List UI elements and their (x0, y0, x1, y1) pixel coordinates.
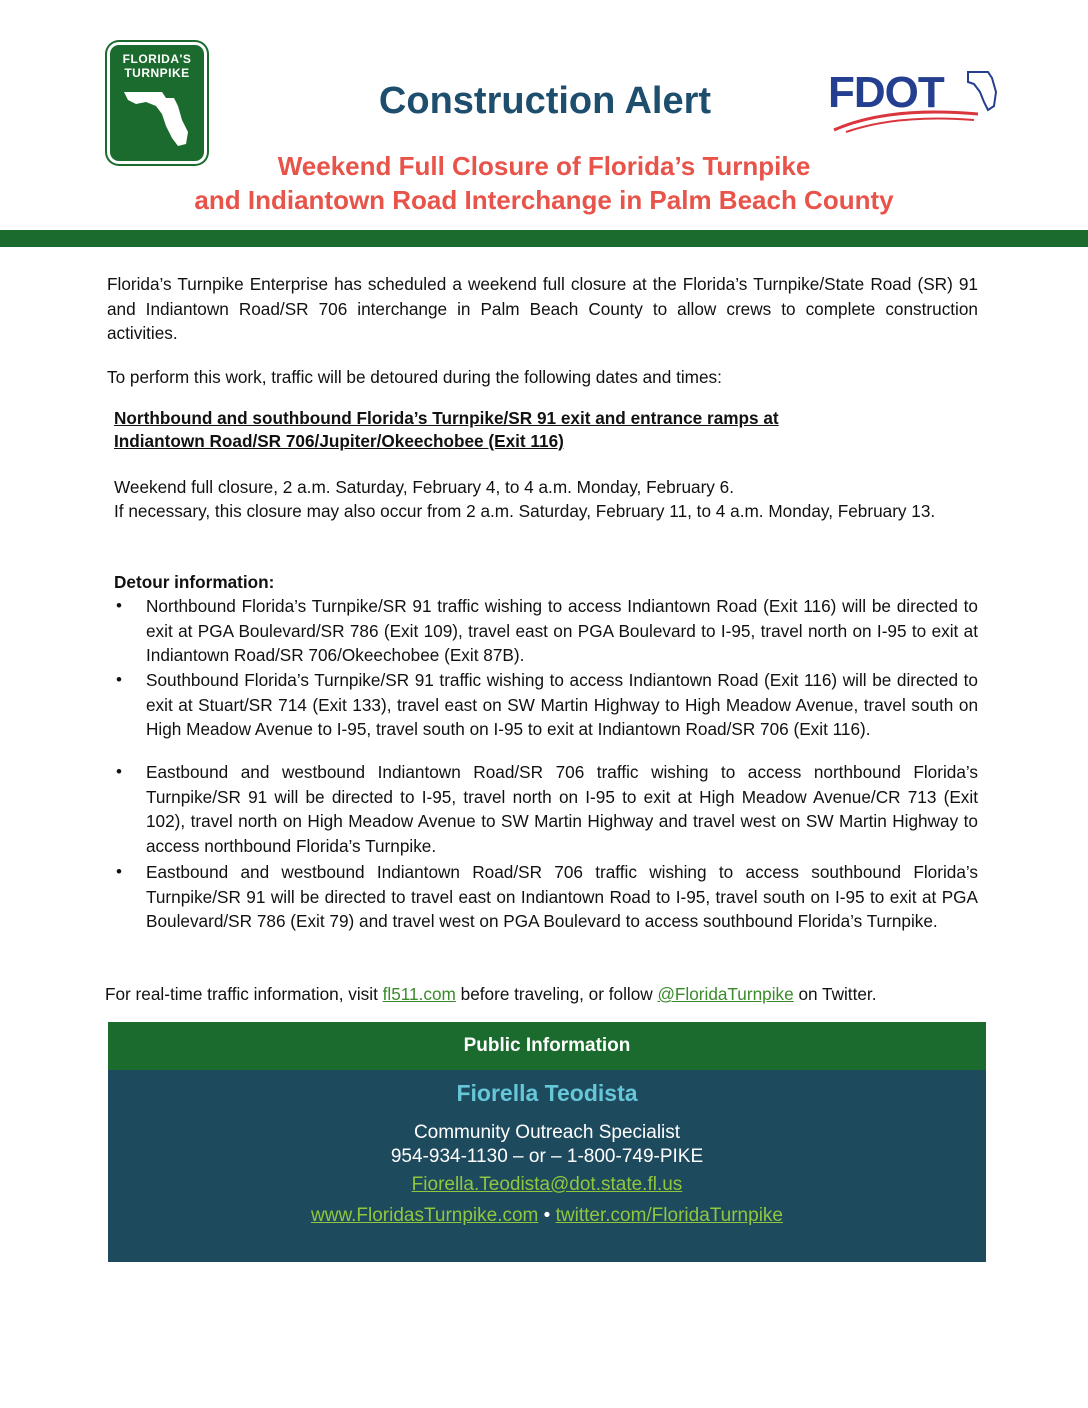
fdot-logo (828, 58, 1000, 136)
link-separator: • (543, 1205, 551, 1226)
bullet-marker: • (116, 762, 122, 781)
footer-text-pre: For real-time traffic information, visit (105, 984, 383, 1004)
contact-name: Fiorella Teodista (456, 1080, 638, 1106)
bullet-marker: • (116, 596, 122, 615)
fl511-link[interactable]: fl511.com (382, 984, 456, 1004)
detour-lead: To perform this work, traffic will be detoured during the following dates and times: (107, 367, 722, 387)
contact-email-row (108, 1174, 986, 1196)
header-divider (0, 230, 1088, 247)
detour-bullet-4: Eastbound and westbound Indiantown Road/SR 706 traffic wishing to access southbound Florida’s Turnpike/SR 91 will be directed to travel east on Indiantown Road to I-95, travel south on I-95 to exit at PGA Boulevard/SR 786 (Exit 79) and travel west on PGA Boulevard to access southbound Florida’s Turnpike. (146, 862, 978, 931)
florida-map-icon (122, 86, 192, 150)
footer-text-mid: before traveling, or follow (455, 984, 658, 1004)
twitter-handle-link[interactable]: @FloridaTurnpike (657, 984, 794, 1004)
closure-line: Weekend full closure, 2 a.m. Saturday, February 4, to 4 a.m. Monday, February 6. (114, 477, 734, 497)
detour-bullet-1: Northbound Florida’s Turnpike/SR 91 traffic wishing to access Indiantown Road (Exit 116) will be directed to exit at PGA Boulevard/SR 786 (Exit 109), travel east on PGA Boulevard to I-95, travel north on I-95 to exit at Indiantown Road/SR 706/Okeechobee (Exit 87B). (146, 596, 978, 665)
section-heading-line-2: Indiantown Road/SR 706/Jupiter/Okeechobee (Exit 116) (114, 431, 564, 451)
intro-paragraph: Florida’s Turnpike Enterprise has scheduled a weekend full closure at the Florida’s Turnpike/State Road (SR) 91 and Indiantown Road/SR 706 interchange in Palm Beach County to allow crews to complete construction activities. (107, 274, 978, 343)
detour-bullet-3: Eastbound and westbound Indiantown Road/SR 706 traffic wishing to access northbound Florida’s Turnpike/SR 91 will be directed to I-95, travel north on I-95 to exit at High Meadow Avenue/CR 713 (Exit 102), travel north on High Meadow Avenue to SW Martin Highway and travel west on SW Martin Highway to access northbound Florida’s Turnpike. (146, 762, 978, 856)
footer-text-post: on Twitter. (793, 984, 877, 1004)
page-title: Construction Alert (378, 80, 712, 122)
contact-phone: 954-934-1130 – or – 1-800-749-PIKE (390, 1146, 704, 1167)
bullet-marker: • (116, 670, 122, 689)
logo-line-1: FLORIDA'S (122, 52, 192, 66)
footer-traffic-info (105, 982, 985, 1007)
subtitle-line-1: Weekend Full Closure of Florida’s Turnpike (277, 151, 811, 181)
logo-line-2: TURNPIKE (124, 66, 190, 80)
twitter-link[interactable]: twitter.com/FloridaTurnpike (555, 1205, 783, 1226)
fdot-swoosh-icon (828, 58, 1000, 136)
contact-panel (108, 1070, 986, 1262)
contact-email-link[interactable]: Fiorella.Teodista@dot.state.fl.us (411, 1174, 683, 1195)
subtitle-line-2: and Indiantown Road Interchange in Palm Beach County (194, 185, 894, 215)
website-link[interactable]: www.FloridasTurnpike.com (311, 1205, 539, 1226)
floridas-turnpike-logo (107, 42, 207, 164)
public-information-heading: Public Information (108, 1022, 986, 1070)
fdot-logo-text: FDOT (828, 68, 944, 117)
bullet-marker: • (116, 862, 122, 881)
contact-role: Community Outreach Specialist (413, 1122, 681, 1143)
section-heading-line-1: Northbound and southbound Florida’s Turnpike/SR 91 exit and entrance ramps at (114, 408, 779, 428)
detour-bullet-2: Southbound Florida’s Turnpike/SR 91 traffic wishing to access Indiantown Road (Exit 116) will be directed to exit at Stuart/SR 714 (Exit 133), travel east on SW Martin Highway to High Meadow Avenue, travel south on High Meadow Avenue to I-95, travel south on I-95 to exit at Indiantown Road/SR 706 (Exit 116). (146, 670, 978, 739)
detour-heading: Detour information: (114, 572, 275, 592)
contact-web-row (108, 1205, 986, 1227)
alternate-closure: If necessary, this closure may also occur from 2 a.m. Saturday, February 11, to 4 a.m. Monday, February 13. (114, 501, 936, 521)
